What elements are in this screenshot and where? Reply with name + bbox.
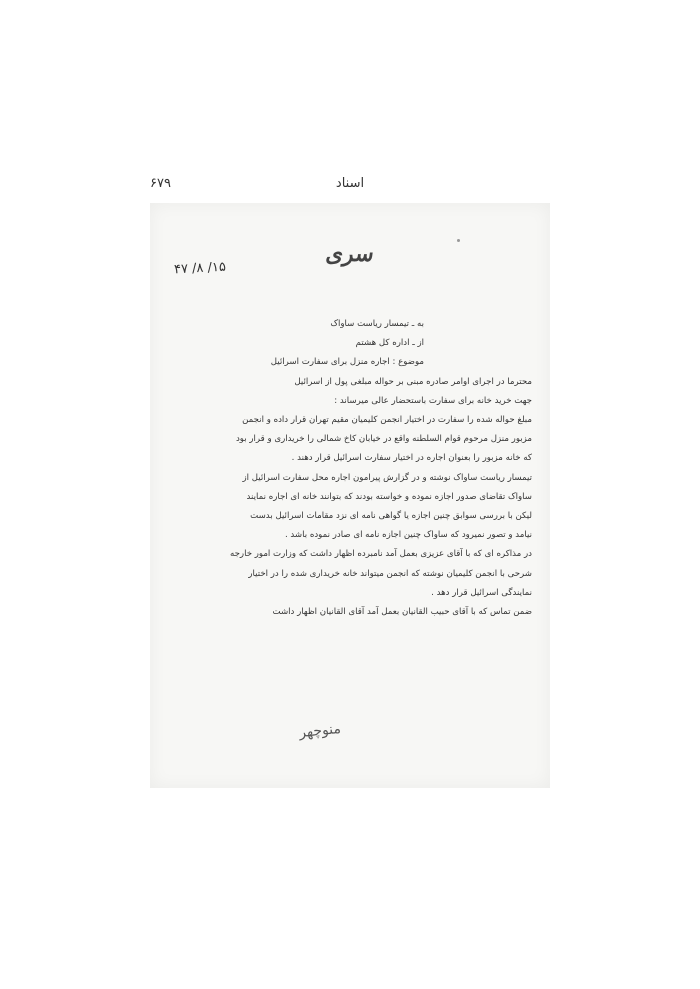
body-line: محترما در اجرای اوامر صادره مبنی بر حواله مبلغی پول از اسرائیل [294,376,532,387]
body-line: مزبور منزل مرحوم قوام السلطنه واقع در خیابان کاخ شمالی را خریداری و قرار بود [235,434,532,445]
page-number: ۶۷۹ [150,176,171,191]
body-line: نیامد و تصور نمیرود که ساواک چنین اجازه نامه ای صادر نموده باشد . [284,530,532,541]
body-line: نمایندگی اسرائیل قرار دهد . [431,587,532,598]
body-line: جهت خرید خانه برای سفارت باستحضار عالی میرساند : [334,395,532,406]
scan-speck [457,239,460,242]
scanned-document [150,203,550,788]
body-line: ساواک تقاضای صدور اجازه نموده و خواسته بودند که بتوانند خانه ای اجاره نمایند [246,491,532,502]
document-body [180,315,532,622]
body-line: در مذاکره ای که با آقای عزیزی بعمل آمد نامبرده اظهار داشت که وزارت امور خارجه [230,549,532,560]
recipient-line: به ـ تیمسار ریاست ساواک [330,319,424,329]
body-line: مبلغ حواله شده را سفارت در اختیار انجمن کلیمیان مقیم تهران قرار داده و انجمن [242,415,532,426]
body-line: شرحی با انجمن کلیمیان نوشته که انجمن میتواند خانه خریداری شده را در اختیار [248,568,532,579]
sender-line: از ـ اداره کل هشتم [355,338,424,349]
handwritten-signature: منوچهر [298,720,342,742]
body-line: ضمن تماس که با آقای حبیب القانیان بعمل آمد آقای القانیان اظهار داشت [272,607,532,618]
body-line: تیمسار ریاست ساواک نوشته و در گزارش پیرامون اجاره محل سفارت اسرائیل از [242,472,532,483]
section-title: اسناد [335,176,365,191]
body-line: که خانه مزبور را بعنوان اجاره در اختیار سفارت اسرائیل قرار دهند . [291,453,532,464]
classification-stamp: سری [324,241,376,267]
document-date: ۱۵/ ۸/ ۴۷ [173,259,227,278]
subject-line: موضوع : اجاره منزل برای سفارت اسرائیل [270,357,424,368]
page-header [150,176,550,196]
body-line: لیکن با بررسی سوابق چنین اجازه یا گواهی نامه ای نزد مقامات اسرائیل بدست [250,511,532,522]
